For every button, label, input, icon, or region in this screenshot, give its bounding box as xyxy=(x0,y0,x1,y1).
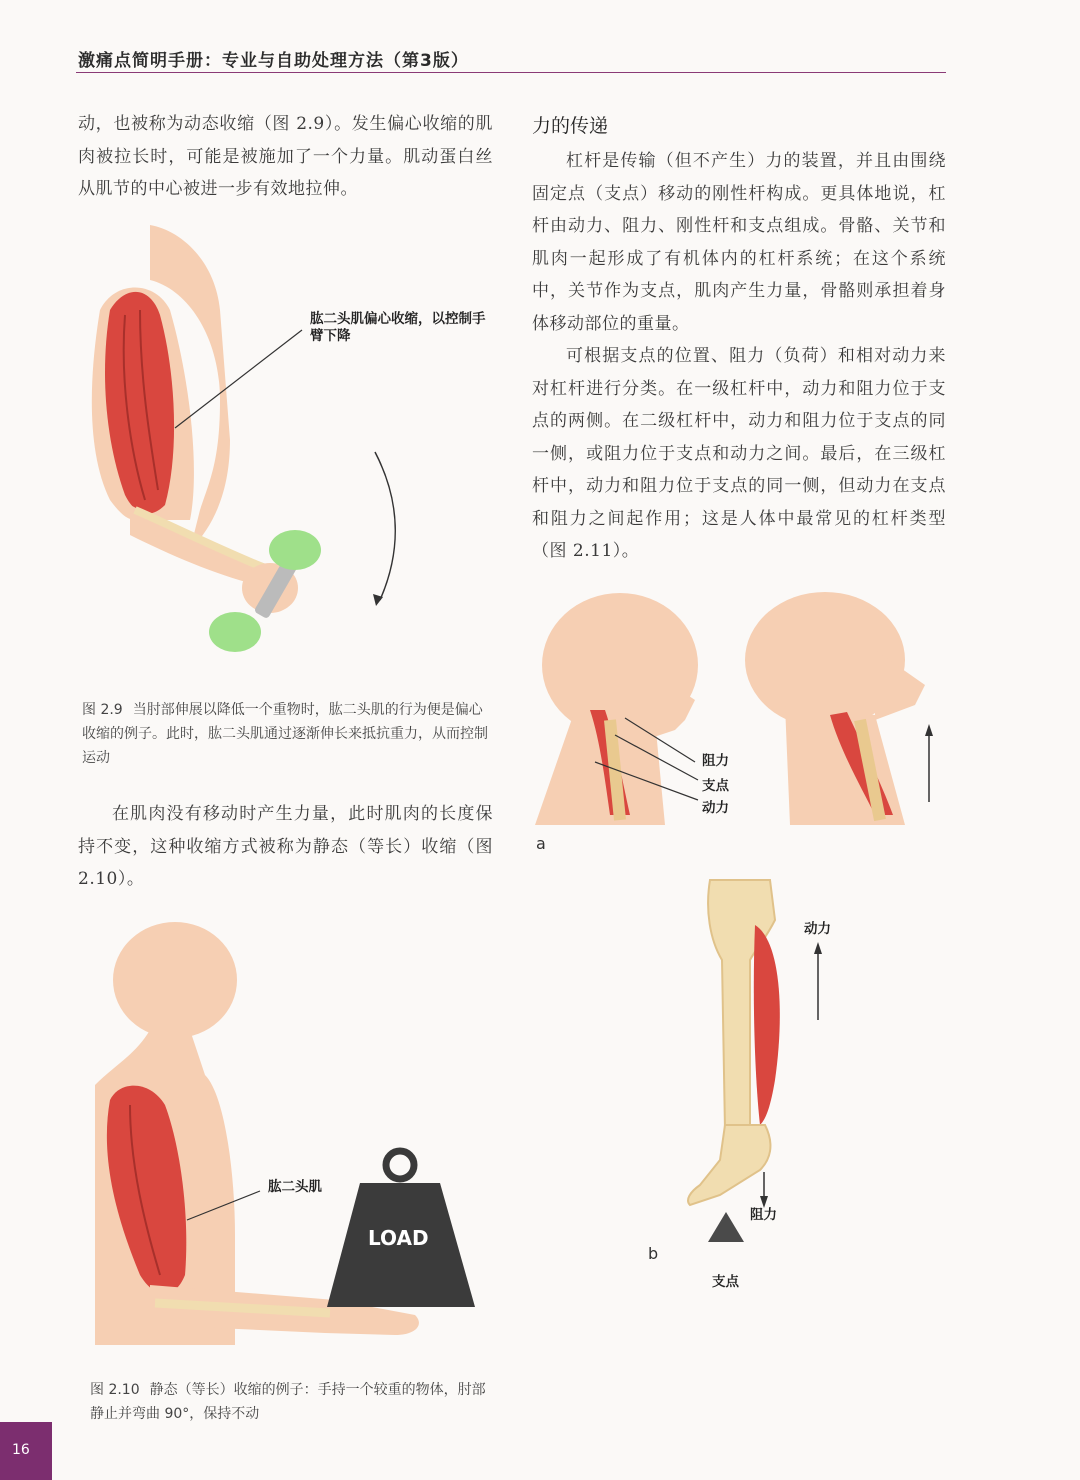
caption-text: 静态（等长）收缩的例子：手持一个较重的物体，肘部静止并弯曲 90°，保持不动 xyxy=(90,1382,486,1422)
caption-text: 当肘部伸展以降低一个重物时，肱二头肌的行为便是偏心收缩的例子。此时，肱二头肌通过逐渐伸长来抵抗重力，从而控制运动 xyxy=(82,702,488,766)
figure-2-9-label: 肱二头肌偏心收缩，以控制手臂下降 xyxy=(310,311,486,344)
subfigure-a-label: a xyxy=(536,834,546,853)
figure-2-11a-illustration xyxy=(535,590,945,830)
right-para1-text: 杠杆是传输（但不产生）力的装置，并且由围绕固定点（支点）移动的刚性杆构成。更具体地说，杠杆由动力、阻力、刚性杆和支点组成。骨骼、关节和肌肉一起形成了有机体内的杠杆系统；在这个系统中，关节作为支点，肌肉产生力量，骨骼则承担着身体移动部位的重量。 xyxy=(532,151,946,334)
left-paragraph-2 xyxy=(78,798,493,896)
header-divider xyxy=(76,72,946,73)
label-effort-a: 动力 xyxy=(702,800,729,816)
right-para2-text: 可根据支点的位置、阻力（负荷）和相对动力来对杠杆进行分类。在一级杠杆中，动力和阻力位于支点的两侧。在二级杠杆中，动力和阻力位于支点的同一侧，或阻力位于支点和动力之间。最后，在三级杠杆中，动力和阻力位于支点的同一侧，但动力在支点和阻力之间起作用；这是人体中最常见的杠杆类型（图 2.11）。 xyxy=(532,346,946,561)
figure-2-10-illustration xyxy=(95,915,485,1355)
left-paragraph-1 xyxy=(78,108,493,206)
caption-number: 图 2.10 xyxy=(90,1382,140,1398)
caption-number: 图 2.9 xyxy=(82,702,123,718)
label-fulcrum-a: 支点 xyxy=(702,778,729,794)
label-effort-b: 动力 xyxy=(804,921,831,937)
figure-2-10-caption xyxy=(90,1378,490,1426)
load-weight-label: LOAD xyxy=(368,1226,429,1250)
left-para1-text: 动，也被称为动态收缩（图 2.9）。发生偏心收缩的肌肉被拉长时，可能是被施加了一个力量。肌动蛋白丝从肌节的中心被进一步有效地拉伸。 xyxy=(78,114,493,199)
right-paragraphs xyxy=(532,145,946,568)
figure-2-9-illustration xyxy=(70,220,490,670)
figure-2-9-caption xyxy=(82,698,492,770)
label-fulcrum-b: 支点 xyxy=(712,1274,739,1290)
running-header: 激痛点简明手册：专业与自助处理方法（第3版） xyxy=(78,51,469,71)
figure-2-10-label: 肱二头肌 xyxy=(268,1179,322,1195)
page-number: 16 xyxy=(12,1442,30,1458)
section-heading: 力的传递 xyxy=(532,115,609,137)
subfigure-b-label: b xyxy=(648,1244,659,1263)
label-resistance-a: 阻力 xyxy=(702,753,729,769)
label-resistance-b: 阻力 xyxy=(750,1207,777,1223)
left-para2-text: 在肌肉没有移动时产生力量，此时肌肉的长度保持不变，这种收缩方式被称为静态（等长）收缩（图 2.10）。 xyxy=(78,804,493,889)
